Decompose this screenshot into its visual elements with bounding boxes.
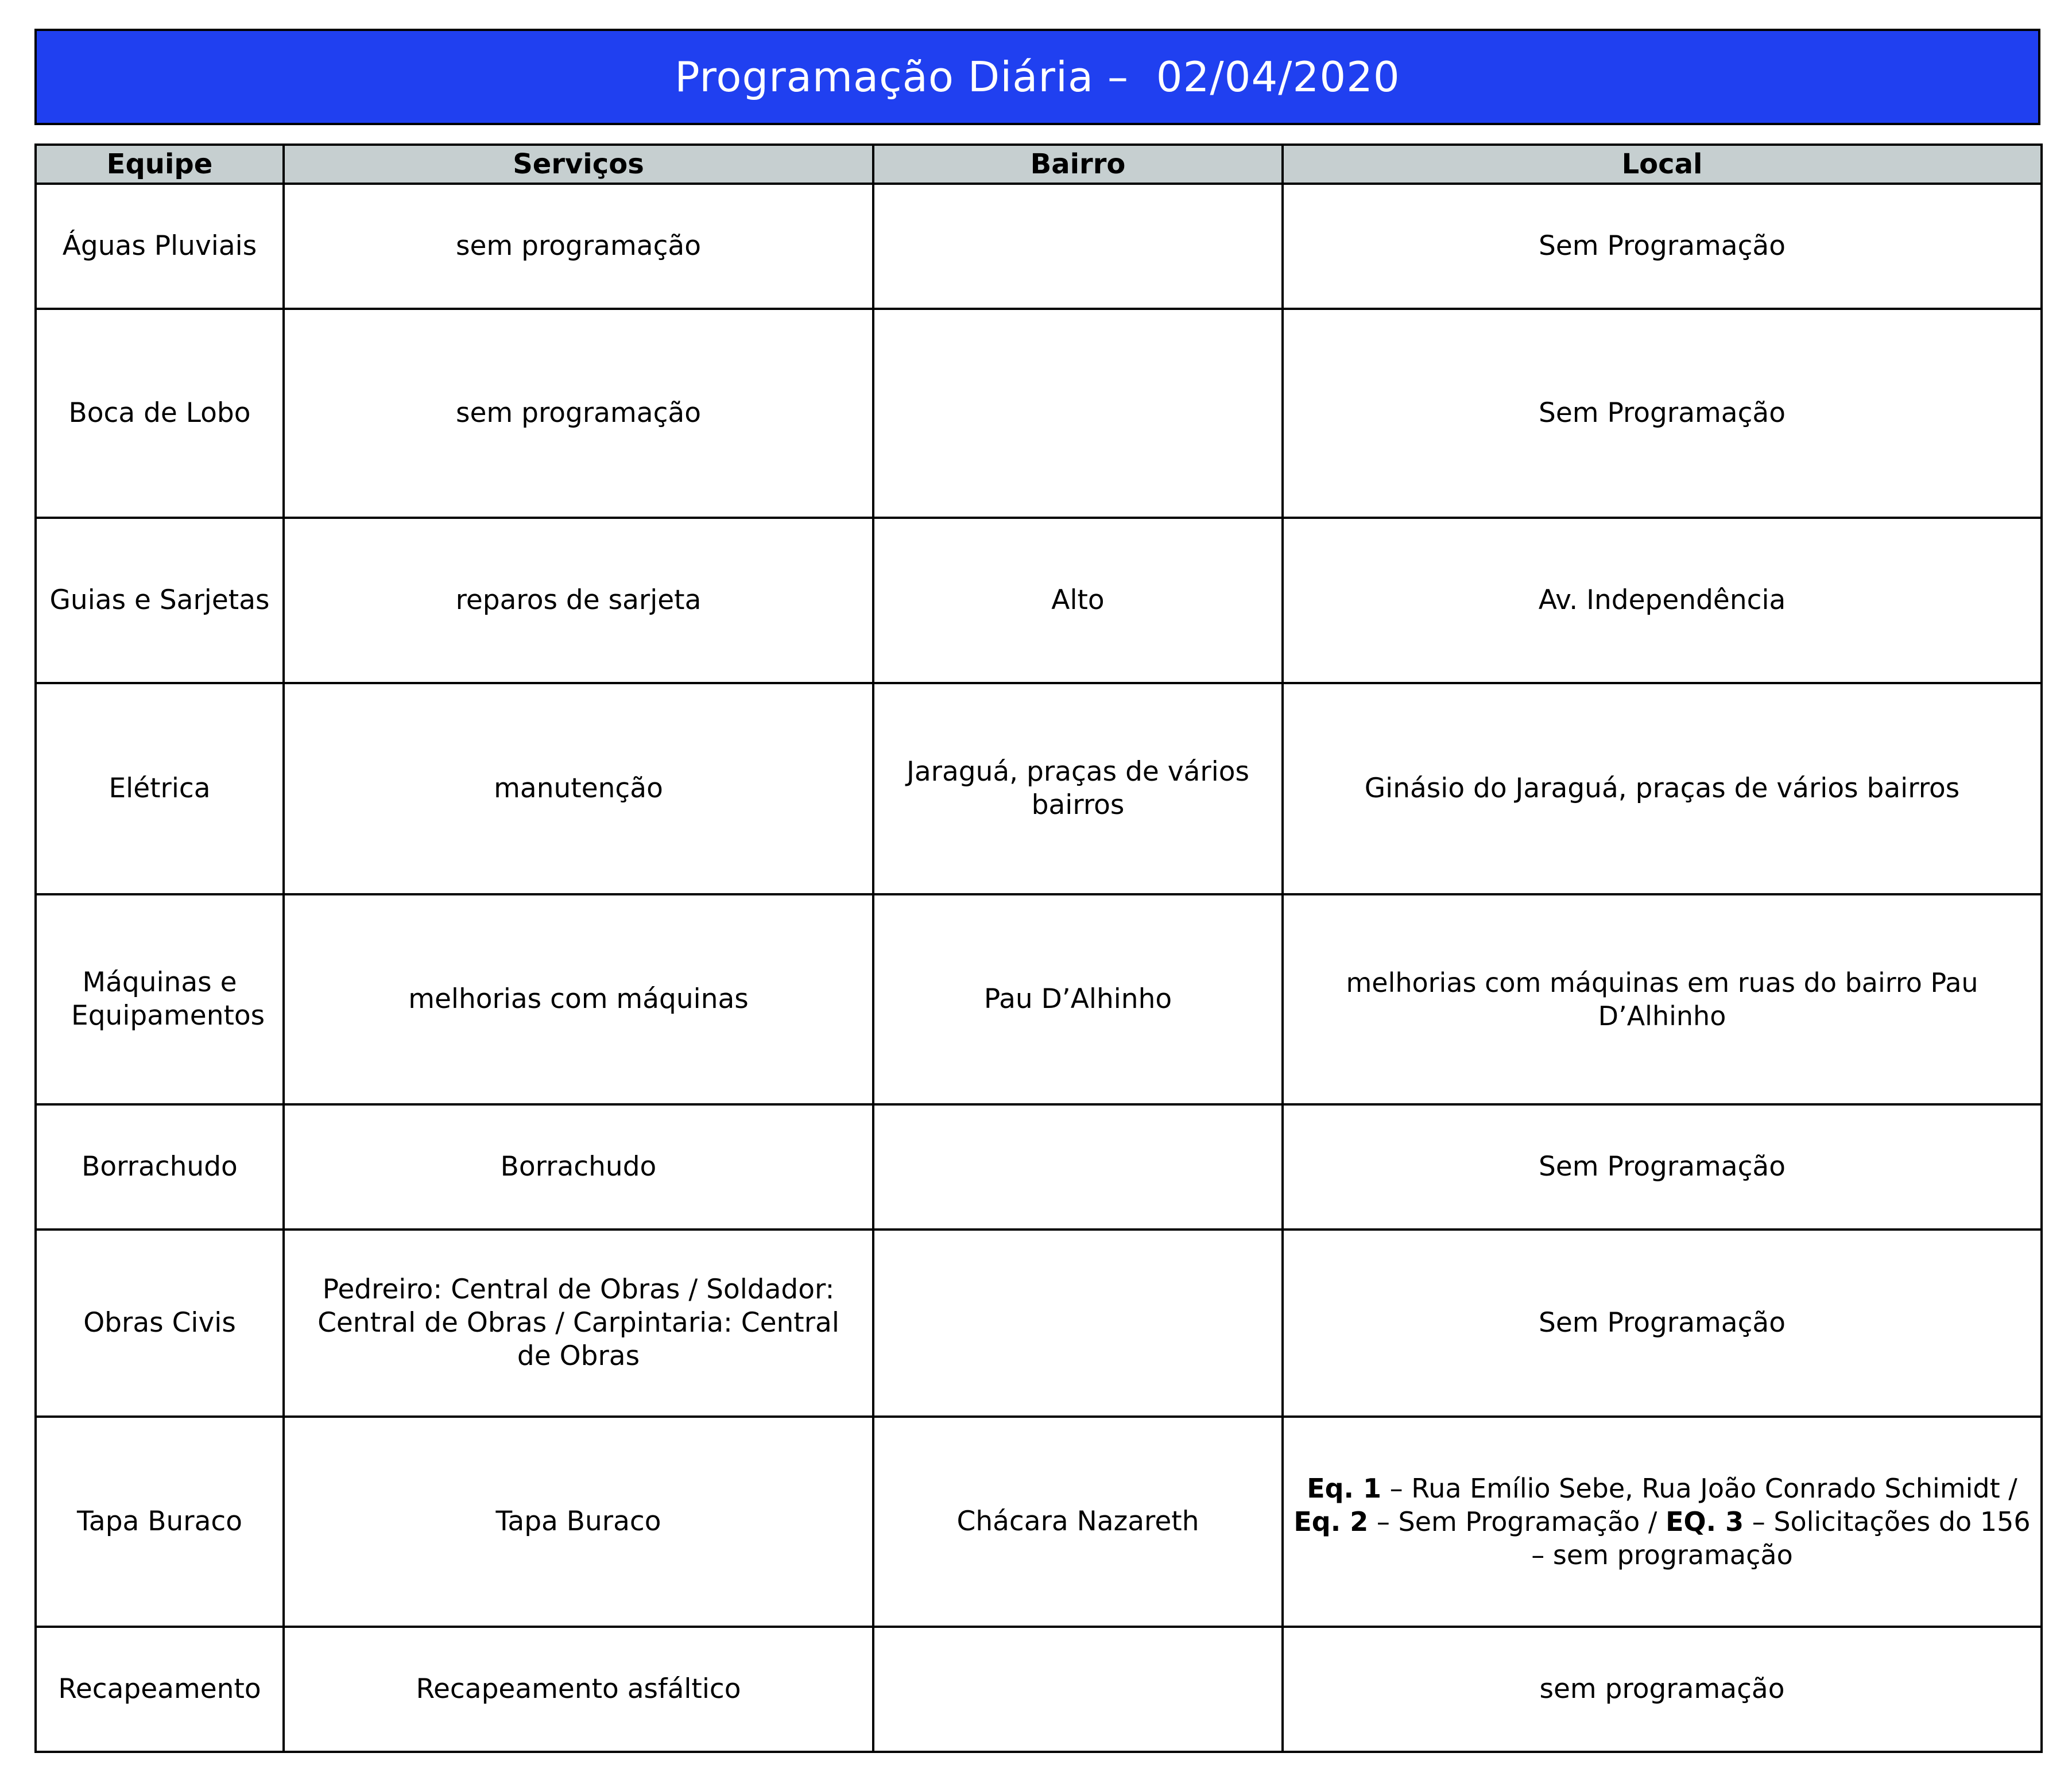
table-row	[36, 1417, 2042, 1627]
cell-local: Sem Programação	[1283, 309, 2042, 518]
cell-equipe: Boca de Lobo	[36, 309, 284, 518]
cell-bairro	[873, 309, 1283, 518]
cell-equipe: Elétrica	[36, 683, 284, 894]
cell-servicos: Borrachudo	[284, 1104, 873, 1230]
header-servicos: Serviços	[284, 145, 873, 184]
table-row	[36, 184, 2042, 309]
table-row	[36, 1104, 2042, 1230]
cell-bairro: Pau D’Alhinho	[873, 894, 1283, 1104]
cell-equipe: Máquinas e Equipamentos	[36, 894, 284, 1104]
cell-local: melhorias com máquinas em ruas do bairro Pau D’Alhinho	[1283, 894, 2042, 1104]
schedule-table	[34, 144, 2043, 1753]
eq3-label: EQ. 3	[1666, 1506, 1744, 1537]
table-row	[36, 894, 2042, 1104]
cell-bairro: Chácara Nazareth	[873, 1417, 1283, 1627]
cell-local	[1283, 1417, 2042, 1627]
cell-local: Av. Independência	[1283, 518, 2042, 683]
table-row	[36, 683, 2042, 894]
cell-servicos: melhorias com máquinas	[284, 894, 873, 1104]
cell-servicos: sem programação	[284, 309, 873, 518]
eq1-text: – Rua Emílio Sebe, Rua João Conrado Schimidt /	[1381, 1473, 2017, 1504]
cell-servicos: manutenção	[284, 683, 873, 894]
table-row	[36, 1230, 2042, 1417]
page-title: Programação Diária – 02/04/2020	[675, 53, 1400, 101]
cell-bairro	[873, 184, 1283, 309]
cell-equipe: Borrachudo	[36, 1104, 284, 1230]
cell-servicos: Pedreiro: Central de Obras / Soldador: Central de Obras / Carpintaria: Central de Obras	[284, 1230, 873, 1417]
title-bar	[34, 29, 2040, 125]
table-row	[36, 1627, 2042, 1752]
header-equipe: Equipe	[36, 145, 284, 184]
eq2-text: – Sem Programação /	[1368, 1506, 1666, 1537]
cell-local: Sem Programação	[1283, 1230, 2042, 1417]
table-row	[36, 518, 2042, 683]
header-row	[36, 145, 2042, 184]
cell-servicos: reparos de sarjeta	[284, 518, 873, 683]
header-local: Local	[1283, 145, 2042, 184]
cell-bairro	[873, 1627, 1283, 1752]
cell-equipe: Tapa Buraco	[36, 1417, 284, 1627]
cell-bairro: Jaraguá, praças de vários bairros	[873, 683, 1283, 894]
eq1-label: Eq. 1	[1307, 1473, 1382, 1504]
cell-local: Sem Programação	[1283, 1104, 2042, 1230]
eq3-text: – Solicitações do 156 – sem programação	[1531, 1506, 2031, 1570]
cell-equipe: Guias e Sarjetas	[36, 518, 284, 683]
cell-servicos: Recapeamento asfáltico	[284, 1627, 873, 1752]
cell-local: Sem Programação	[1283, 184, 2042, 309]
cell-equipe: Recapeamento	[36, 1627, 284, 1752]
eq2-label: Eq. 2	[1293, 1506, 1369, 1537]
table-row	[36, 309, 2042, 518]
cell-local: sem programação	[1283, 1627, 2042, 1752]
cell-bairro	[873, 1230, 1283, 1417]
cell-equipe: Obras Civis	[36, 1230, 284, 1417]
cell-servicos: Tapa Buraco	[284, 1417, 873, 1627]
cell-bairro	[873, 1104, 1283, 1230]
cell-equipe: Águas Pluviais	[36, 184, 284, 309]
cell-bairro: Alto	[873, 518, 1283, 683]
cell-servicos: sem programação	[284, 184, 873, 309]
cell-local: Ginásio do Jaraguá, praças de vários bairros	[1283, 683, 2042, 894]
header-bairro: Bairro	[873, 145, 1283, 184]
